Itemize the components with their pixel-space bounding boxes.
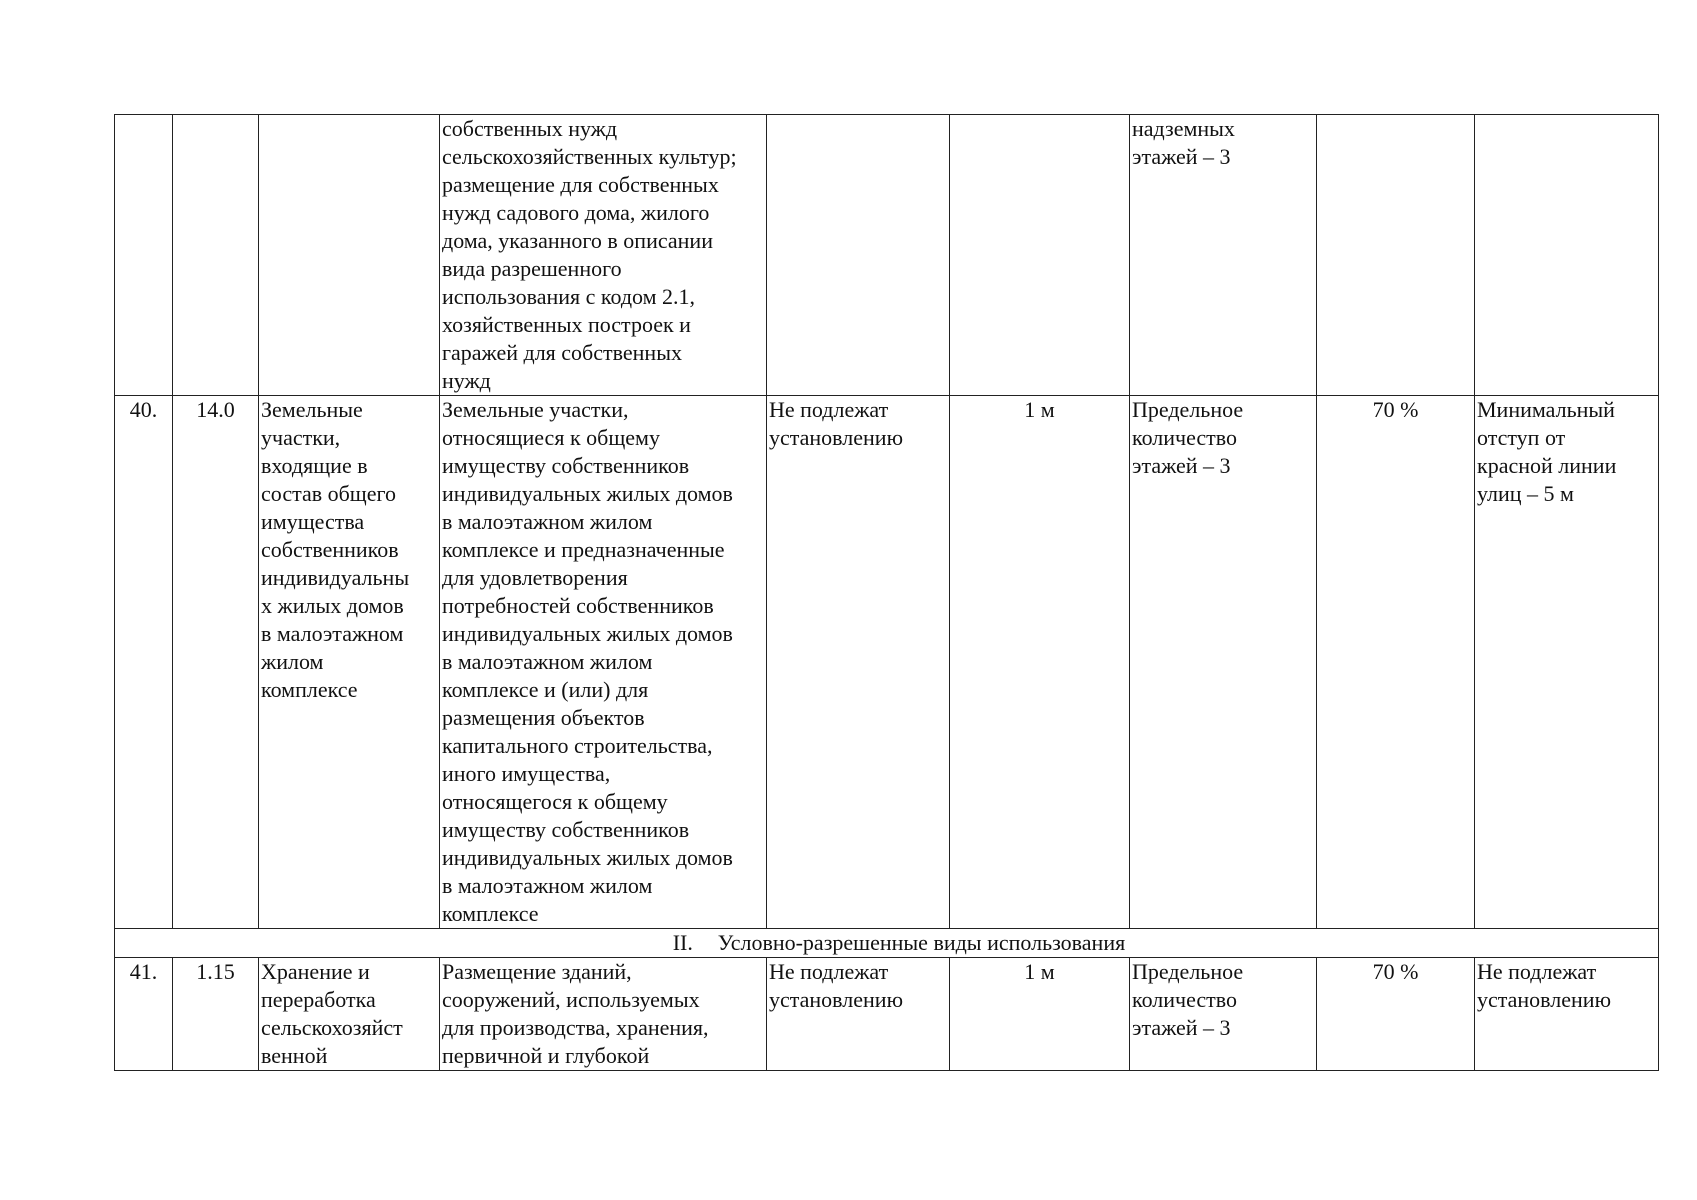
cell-text-line: в малоэтажном жилом	[442, 649, 653, 674]
section-header-row	[115, 929, 1659, 958]
table-row	[115, 115, 1659, 396]
cell-text-line: комплексе и предназначенные	[442, 537, 725, 562]
cell-text-line: потребностей собственников	[442, 593, 714, 618]
cell-text-line: этажей – 3	[1132, 453, 1231, 478]
cell-text-line: установлению	[769, 987, 904, 1012]
cell-text-line: Минимальный	[1477, 397, 1615, 422]
cell-text-line: имуществу собственников	[442, 453, 690, 478]
cell-text-line: х жилых домов	[261, 593, 404, 618]
cell-text-line: Не подлежат	[769, 959, 889, 984]
row-number	[115, 115, 173, 396]
cell-text-line: размещение для собственных	[442, 172, 719, 197]
cell-text-line: комплексе	[261, 677, 358, 702]
cell-text-line: использования с кодом 2.1,	[442, 284, 696, 309]
cell-text-line: участки,	[261, 425, 341, 450]
cell-text-line: Не подлежат	[1477, 959, 1597, 984]
cell-text-line: индивидуальных жилых домов	[442, 845, 733, 870]
table-row	[115, 958, 1659, 1071]
max-floors	[1130, 115, 1317, 396]
cell-text-line: Размещение зданий,	[442, 959, 632, 984]
cell-text-line: иного имущества,	[442, 761, 611, 786]
cell-text-line: размещения объектов	[442, 705, 645, 730]
plot-size	[767, 958, 950, 1071]
cell-text-line: венной	[261, 1043, 328, 1068]
cell-text-line: установлению	[769, 425, 904, 450]
cell-text-line: Предельное	[1132, 959, 1244, 984]
cell-text-line: в малоэтажном жилом	[442, 873, 653, 898]
cell-text-line: Предельное	[1132, 397, 1244, 422]
cell-text-line: жилом	[261, 649, 324, 674]
cell-text-line: относящегося к общему	[442, 789, 668, 814]
cell-text-line: сельскохозяйственных культур;	[442, 144, 737, 169]
cell-text-line: Хранение и	[261, 959, 370, 984]
cell-text-line: хозяйственных построек и	[442, 312, 691, 337]
use-name	[259, 958, 440, 1071]
min-setback: 1 м	[950, 958, 1130, 1071]
cell-text-line: Не подлежат	[769, 397, 889, 422]
cell-text-line: имущества	[261, 509, 365, 534]
use-code	[173, 115, 259, 396]
other-params	[1475, 115, 1659, 396]
cell-text-line: комплексе и (или) для	[442, 677, 649, 702]
use-description	[440, 396, 767, 929]
cell-text-line: для производства, хранения,	[442, 1015, 709, 1040]
max-floors	[1130, 958, 1317, 1071]
cell-text-line: отступ от	[1477, 425, 1566, 450]
zoning-table	[114, 114, 1659, 1071]
cell-text-line: в малоэтажном	[261, 621, 404, 646]
use-code: 14.0	[173, 396, 259, 929]
cell-text-line: индивидуальны	[261, 565, 410, 590]
table-row	[115, 396, 1659, 929]
max-coverage: 70 %	[1317, 396, 1475, 929]
max-coverage	[1317, 115, 1475, 396]
use-description	[440, 115, 767, 396]
cell-text-line: количество	[1132, 425, 1238, 450]
cell-text-line: сооружений, используемых	[442, 987, 700, 1012]
cell-text-line: Земельные	[261, 397, 363, 422]
cell-text-line: состав общего	[261, 481, 396, 506]
cell-text-line: собственных нужд	[442, 116, 618, 141]
use-name	[259, 115, 440, 396]
cell-text-line: переработка	[261, 987, 376, 1012]
use-description	[440, 958, 767, 1071]
section-header	[115, 929, 1659, 958]
cell-text-line: дома, указанного в описании	[442, 228, 713, 253]
use-code: 1.15	[173, 958, 259, 1071]
cell-text-line: входящие в	[261, 453, 368, 478]
cell-text-line: нужд садового дома, жилого	[442, 200, 710, 225]
cell-text-line: красной линии	[1477, 453, 1617, 478]
cell-text-line: установлению	[1477, 987, 1612, 1012]
plot-size	[767, 396, 950, 929]
use-name	[259, 396, 440, 929]
other-params	[1475, 958, 1659, 1071]
min-setback: 1 м	[950, 396, 1130, 929]
cell-text-line: в малоэтажном жилом	[442, 509, 653, 534]
max-floors	[1130, 396, 1317, 929]
other-params	[1475, 396, 1659, 929]
cell-text-line: надземных	[1132, 116, 1235, 141]
cell-text-line: Земельные участки,	[442, 397, 629, 422]
cell-text-line: количество	[1132, 987, 1238, 1012]
cell-text-line: капитального строительства,	[442, 733, 713, 758]
cell-text-line: улиц – 5 м	[1477, 481, 1574, 506]
cell-text-line: индивидуальных жилых домов	[442, 621, 733, 646]
cell-text-line: относящиеся к общему	[442, 425, 660, 450]
section-number: II.	[672, 930, 693, 955]
cell-text-line: этажей – 3	[1132, 144, 1231, 169]
cell-text-line: комплексе	[442, 901, 539, 926]
row-number: 41.	[115, 958, 173, 1071]
cell-text-line: вида разрешенного	[442, 256, 622, 281]
max-coverage: 70 %	[1317, 958, 1475, 1071]
section-title: Условно-разрешенные виды использования	[717, 930, 1126, 955]
min-setback	[950, 115, 1130, 396]
cell-text-line: этажей – 3	[1132, 1015, 1231, 1040]
plot-size	[767, 115, 950, 396]
cell-text-line: индивидуальных жилых домов	[442, 481, 733, 506]
cell-text-line: сельскохозяйст	[261, 1015, 403, 1040]
cell-text-line: собственников	[261, 537, 399, 562]
cell-text-line: гаражей для собственных	[442, 340, 682, 365]
cell-text-line: имуществу собственников	[442, 817, 690, 842]
cell-text-line: нужд	[442, 368, 491, 393]
cell-text-line: первичной и глубокой	[442, 1043, 650, 1068]
cell-text-line: для удовлетворения	[442, 565, 628, 590]
row-number: 40.	[115, 396, 173, 929]
